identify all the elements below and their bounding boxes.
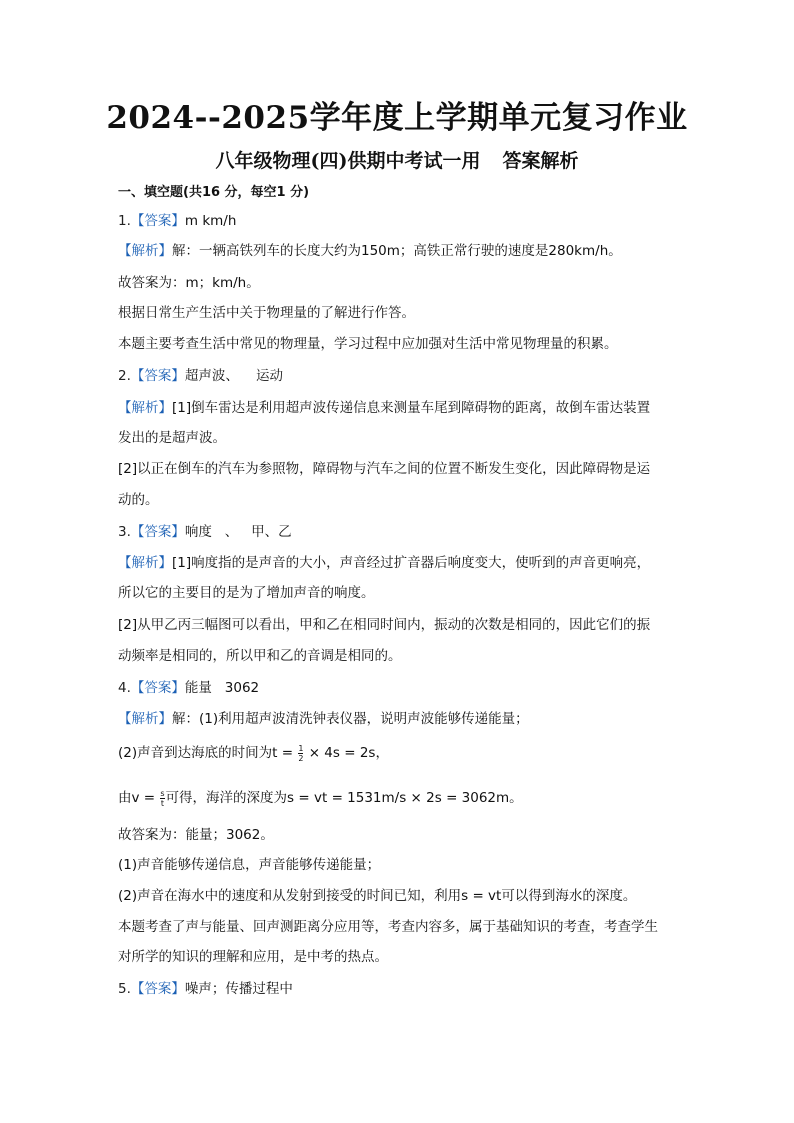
q5-answer: 噪声；传播过程中 [184, 981, 293, 997]
q4-answer-tag: 【答案】 [130, 680, 185, 696]
q4-analysis-tag: 【解析】 [118, 711, 172, 727]
q3-answer: 响度 、 甲、乙 [184, 524, 292, 540]
q3-analysis-tag: 【解析】 [118, 555, 172, 571]
q4-analysis-2 [118, 743, 688, 763]
q1-analysis-line [118, 241, 688, 261]
q3-answer-line [118, 522, 688, 542]
q2-analysis-1a: [1]倒车雷达是利用超声波传递信息来测量车尾到障碍物的距离，故倒车雷达装置 [172, 400, 651, 416]
q1-answer-line [118, 211, 688, 231]
q2-analysis-tag: 【解析】 [118, 400, 172, 416]
q1-note-1: 根据日常生产生活中关于物理量的了解进行作答。 [118, 305, 415, 321]
q1-number: 1. [118, 213, 131, 229]
q4-note-2: (2)声音在海水中的速度和从发射到接受的时间已知，利用s = vt可以得到海水的深度。 [118, 888, 637, 904]
q3-analysis-2b: 动频率是相同的，所以甲和乙的音调是相同的。 [118, 648, 402, 664]
q4-analysis-3-pre: 由v = [118, 790, 160, 806]
fraction-denominator: 2 [298, 753, 304, 763]
q4-analysis-3 [118, 788, 688, 808]
q4-analysis-3-post: 可得，海洋的深度为s = vt = 1531m/s × 2s = 3062m。 [165, 790, 523, 806]
q4-note-1: (1)声音能够传递信息，声音能够传递能量； [118, 857, 381, 873]
q3-number: 3. [118, 524, 131, 540]
q4-note-3b: 对所学的知识的理解和应用，是中考的热点。 [118, 949, 388, 965]
page-subtitle [0, 146, 794, 173]
q2-number: 2. [118, 368, 131, 384]
q3-analysis-2a: [2]从甲乙丙三幅图可以看出，甲和乙在相同时间内，振动的次数是相同的，因此它们的振 [118, 617, 651, 633]
q3-answer-tag: 【答案】 [130, 524, 185, 540]
q2-analysis-2a: [2]以正在倒车的汽车为参照物，障碍物与汽车之间的位置不断发生变化，因此障碍物是运 [118, 461, 651, 477]
q4-conclusion: 故答案为：能量；3062。 [118, 827, 274, 843]
q5-answer-line [118, 979, 688, 999]
q4-analysis-2-post: × 4s = 2s， [304, 745, 389, 761]
fraction-denominator: t [160, 798, 165, 808]
q4-number: 4. [118, 680, 131, 696]
q5-answer-tag: 【答案】 [130, 981, 185, 997]
q1-answer-tag: 【答案】 [130, 213, 185, 229]
q4-analysis-1: 解：(1)利用超声波清洗钟表仪器，说明声波能够传递能量； [172, 711, 529, 727]
q5-number: 5. [118, 981, 131, 997]
q1-analysis-tag: 【解析】 [118, 243, 172, 259]
q4-note-3a: 本题考查了声与能量、回声测距离分应用等，考查内容多，属于基础知识的考查，考查学生 [118, 919, 658, 935]
q3-analysis-1a: [1]响度指的是声音的大小，声音经过扩音器后响度变大，使听到的声音更响亮， [172, 555, 651, 571]
subtitle-course: 八年级物理(四)供期中考试一用 [215, 150, 481, 172]
fraction-one-half [298, 744, 303, 763]
q1-answer: m km/h [184, 213, 237, 229]
fraction-numerator: 1 [298, 743, 304, 753]
q1-conclusion: 故答案为：m；km/h。 [118, 275, 260, 291]
q4-answer-line [118, 678, 688, 698]
q4-answer: 能量 3062 [184, 680, 260, 696]
subtitle-answer-key: 答案解析 [502, 150, 579, 172]
page-title: 2024--2025学年度上学期单元复习作业 [106, 100, 688, 136]
fraction-numerator: s [160, 788, 165, 798]
q1-note-2: 本题主要考查生活中常见的物理量，学习过程中应加强对生活中常见物理量的积累。 [118, 336, 618, 352]
q3-analysis-line [118, 553, 688, 573]
fraction-s-over-t [160, 789, 164, 808]
q4-analysis-2-pre: (2)声音到达海底的时间为t = [118, 745, 298, 761]
q2-analysis-line [118, 398, 688, 418]
q4-analysis-line [118, 709, 688, 729]
q1-analysis: 解：一辆高铁列车的长度大约为150m；高铁正常行驶的速度是280km/h。 [172, 243, 622, 259]
q2-analysis-2b: 动的。 [118, 492, 159, 508]
q2-analysis-1b: 发出的是超声波。 [118, 430, 226, 446]
q2-answer: 超声波、 运动 [184, 368, 284, 384]
q3-analysis-1b: 所以它的主要目的是为了增加声音的响度。 [118, 585, 375, 601]
q2-answer-tag: 【答案】 [130, 368, 185, 384]
q2-answer-line [118, 366, 688, 386]
section-heading: 一、填空题(共16 分，每空1 分) [118, 185, 310, 200]
